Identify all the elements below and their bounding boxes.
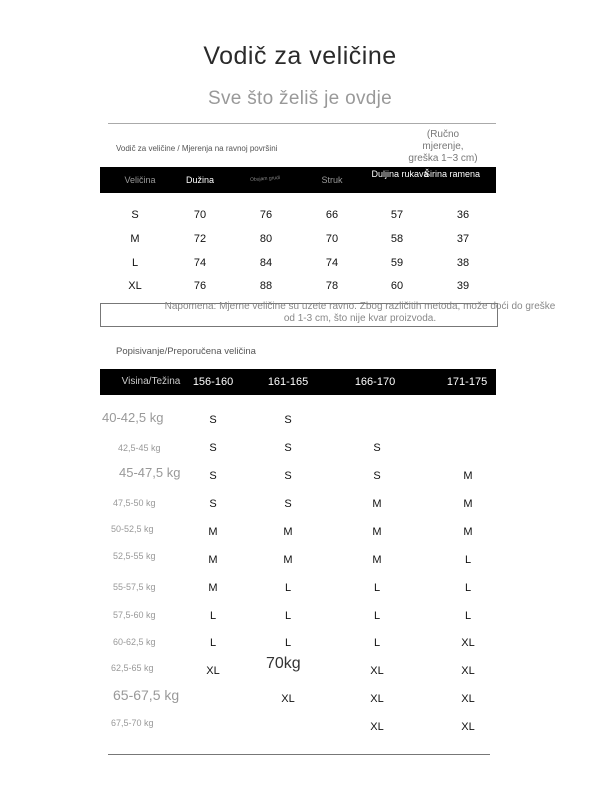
- manual-note-line: (Ručno: [426, 129, 460, 140]
- recommended-size: L: [284, 637, 292, 649]
- size-table-cell: 57: [390, 209, 404, 221]
- recommended-size: L: [464, 554, 472, 566]
- page-subtitle: Sve što želiš je ovdje: [207, 88, 393, 109]
- recommended-size: L: [209, 637, 217, 649]
- recommended-size: S: [284, 442, 292, 454]
- height-header: 161-165: [267, 376, 309, 388]
- recommended-size: L: [284, 582, 292, 594]
- weight-label: 60-62,5 kg: [113, 637, 156, 647]
- size-table-header: [100, 167, 496, 193]
- height-header: 156-160: [192, 376, 234, 388]
- recommended-size: M: [463, 526, 473, 538]
- header-cell: Obujam grudi: [249, 174, 281, 184]
- rec-table-header: [100, 369, 496, 395]
- height-header: 166-170: [354, 376, 396, 388]
- recommended-size: M: [372, 554, 382, 566]
- recommended-size: S: [373, 442, 381, 454]
- recommended-size: XL: [461, 665, 475, 677]
- recommended-size: S: [284, 470, 292, 482]
- recommended-size: M: [283, 526, 293, 538]
- weight-label: 47,5-50 kg: [113, 498, 156, 508]
- size-table-cell: 80: [259, 233, 273, 245]
- header-cell: Širina ramena: [423, 169, 481, 179]
- recommended-size: S: [284, 414, 292, 426]
- weight-label: 45-47,5 kg: [119, 465, 181, 480]
- recommended-size: S: [209, 498, 217, 510]
- recommended-size: L: [373, 637, 381, 649]
- size-table-cell: 38: [456, 257, 470, 269]
- recommended-size: L: [373, 582, 381, 594]
- size-table-cell: 74: [325, 257, 339, 269]
- rec-header-label: Visina/Težina: [121, 376, 181, 387]
- recommended-size: S: [209, 470, 217, 482]
- recommended-size: XL: [206, 665, 220, 677]
- weight-label: 55-57,5 kg: [113, 582, 156, 592]
- note-line: od 1-3 cm, što nije kvar proizvoda.: [283, 313, 437, 324]
- manual-note-line: greška 1~3 cm): [408, 153, 478, 164]
- header-cell: Veličina: [124, 175, 156, 185]
- size-table-cell: S: [131, 209, 139, 221]
- size-table-cell: 36: [456, 209, 470, 221]
- header-cell: Dužina: [185, 175, 214, 185]
- size-table-cell: 72: [193, 233, 207, 245]
- weight-label: 67,5-70 kg: [111, 718, 154, 728]
- weight-label: 57,5-60 kg: [113, 610, 156, 620]
- size-table-cell: 76: [259, 209, 273, 221]
- size-table-cell: 78: [325, 280, 339, 292]
- note-text: [130, 301, 590, 325]
- size-table-cell: 88: [259, 280, 273, 292]
- size-table-cell: 39: [456, 280, 470, 292]
- header-cell: Struk: [321, 175, 343, 185]
- size-table-cell: 60: [390, 280, 404, 292]
- size-table-cell: 59: [390, 257, 404, 269]
- recommended-size: M: [372, 526, 382, 538]
- recommended-size: S: [209, 442, 217, 454]
- divider-top: [108, 123, 496, 124]
- recommended-size: XL: [461, 637, 475, 649]
- recommended-size: L: [464, 610, 472, 622]
- size-table-cell: 74: [193, 257, 207, 269]
- recommended-size: L: [284, 610, 292, 622]
- weight-label: 40-42,5 kg: [102, 410, 164, 425]
- page-title: Vodič za veličine: [203, 42, 397, 70]
- manual-note-line: mjerenje,: [422, 141, 464, 152]
- size-table-cell: M: [130, 233, 140, 245]
- recommended-size: M: [208, 554, 218, 566]
- size-table-cell: 84: [259, 257, 273, 269]
- weight-label: 65-67,5 kg: [113, 687, 180, 703]
- recommended-size: S: [373, 470, 381, 482]
- recommended-size: S: [209, 414, 217, 426]
- recommended-size: XL: [461, 721, 475, 733]
- recommended-size: L: [373, 610, 381, 622]
- recommended-size: M: [208, 526, 218, 538]
- size-table-cell: 37: [456, 233, 470, 245]
- recommended-size: M: [463, 498, 473, 510]
- size-table-cell: 58: [390, 233, 404, 245]
- note-line: Napomena: Mjerne veličine su uzete ravno. Zbog različitih metoda, može doći do greške: [164, 301, 556, 312]
- recommended-size: XL: [370, 665, 384, 677]
- recommended-size: M: [283, 554, 293, 566]
- recommended-size: M: [372, 498, 382, 510]
- recommended-size: XL: [370, 693, 384, 705]
- recommended-size: M: [208, 582, 218, 594]
- weight-label: 62,5-65 kg: [111, 663, 154, 673]
- recommended-size: XL: [461, 693, 475, 705]
- size-table-cell: XL: [128, 280, 142, 292]
- size-table-cell: 76: [193, 280, 207, 292]
- header-cell: Duljina rukava: [371, 169, 429, 179]
- manual-note: [398, 129, 488, 165]
- weight-label: 52,5-55 kg: [113, 551, 156, 561]
- recommended-size: S: [284, 498, 292, 510]
- recommended-size: M: [463, 470, 473, 482]
- recommended-size: XL: [281, 693, 295, 705]
- measure-caption: Vodič za veličine / Mjerenja na ravnoj površini: [116, 144, 278, 153]
- section-title: Popisivanje/Preporučena veličina: [116, 346, 256, 357]
- size-table-cell: L: [131, 257, 139, 269]
- floating-weight-label: 70kg: [266, 655, 301, 672]
- recommended-size: XL: [370, 721, 384, 733]
- divider-bottom: [108, 754, 490, 755]
- recommended-size: L: [209, 610, 217, 622]
- weight-label: 50-52,5 kg: [111, 524, 154, 534]
- size-table-cell: 70: [193, 209, 207, 221]
- recommended-size: L: [464, 582, 472, 594]
- size-table-cell: 66: [325, 209, 339, 221]
- weight-label: 42,5-45 kg: [118, 443, 161, 453]
- size-table-cell: 70: [325, 233, 339, 245]
- height-header: 171-175: [446, 376, 488, 388]
